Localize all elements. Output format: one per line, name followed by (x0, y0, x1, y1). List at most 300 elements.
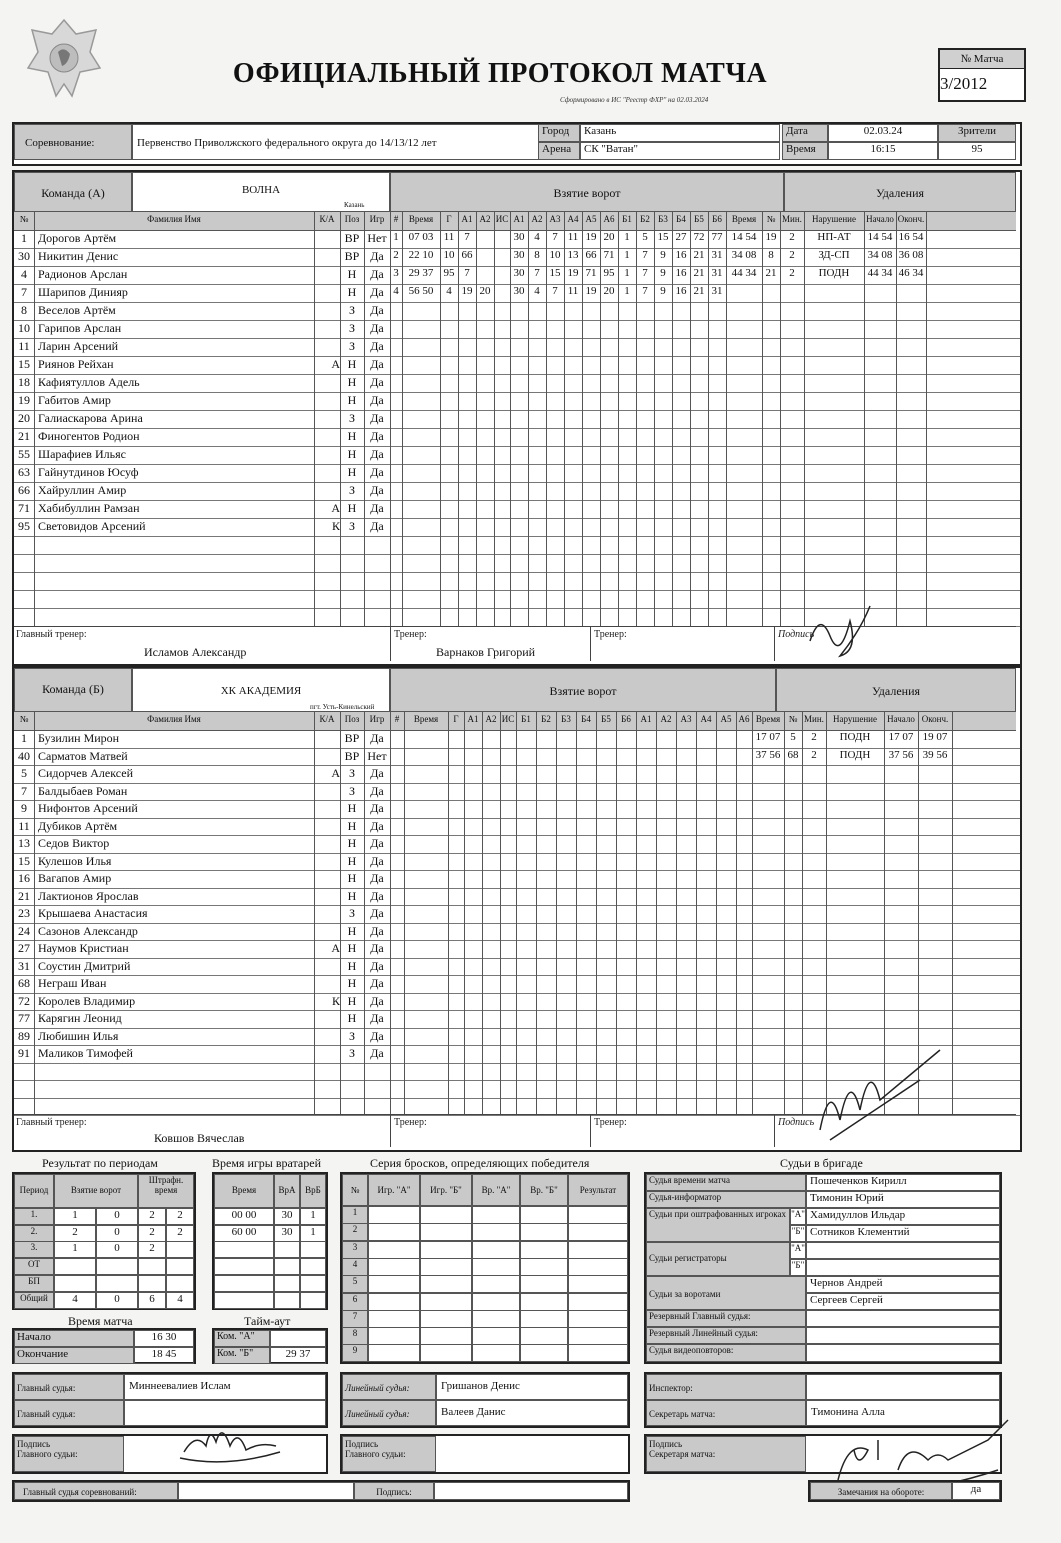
pen-header-2: Мин. (782, 214, 802, 224)
gk-cell (300, 1292, 326, 1309)
shootout-cell (568, 1206, 628, 1224)
period-pen-a (138, 1275, 166, 1292)
table-row (14, 870, 1020, 889)
table-row (14, 958, 1020, 977)
player-position: Н (347, 1011, 357, 1025)
col-header-ka: К/А (319, 714, 335, 724)
table-row (14, 888, 1020, 907)
period-goals-a (54, 1275, 96, 1292)
player-playing: Да (370, 447, 384, 461)
match-start-value: 16 30 (134, 1330, 194, 1347)
goal-cell: 7 (642, 267, 648, 279)
line-judge-2-label: Линейный судья: (342, 1400, 436, 1426)
goal-cell: 1 (624, 285, 630, 297)
goal-cell: 31 (711, 267, 723, 279)
penalty-cell: 17 07 (755, 731, 781, 743)
video-judge-value (806, 1344, 1000, 1362)
penalty-cell: 68 (787, 748, 799, 761)
gk-cell: 30 (274, 1208, 300, 1225)
grid-line (618, 212, 619, 230)
shootout-cell (568, 1344, 628, 1362)
shootout-cell (520, 1293, 568, 1311)
player-number: 7 (21, 285, 27, 299)
player-playing: Да (370, 321, 384, 335)
goal-cell: 1 (624, 267, 630, 279)
player-number: 19 (18, 393, 30, 407)
team-b-city: пгт. Усть-Кинельский (310, 703, 375, 711)
team-b-goals-title: Взятие ворот (390, 668, 776, 712)
player-name: Гайнутдинов Юсуф (38, 465, 139, 479)
gk-cell (214, 1275, 274, 1292)
grid-line (600, 212, 601, 230)
grid-line (510, 230, 511, 626)
grid-line (762, 230, 763, 626)
grid-line (364, 730, 365, 1114)
table-row (14, 392, 1020, 411)
gk-cell (300, 1258, 326, 1275)
penalty-cell: 17 07 (888, 731, 914, 743)
player-position: З (348, 411, 355, 425)
goal-cell: 9 (660, 285, 666, 297)
player-name: Риянов Рейхан (38, 357, 114, 371)
team-b-penalties-title: Удаления (776, 668, 1016, 712)
player-number: 77 (18, 1011, 30, 1025)
player-playing: Да (370, 303, 384, 317)
grid-line (654, 230, 655, 626)
grid-line (926, 230, 927, 626)
gk-cell (300, 1275, 326, 1292)
gk-cell: 1 (300, 1208, 326, 1225)
col-header-no: № (19, 714, 29, 724)
line-judge-1: Гришанов Денис (436, 1374, 628, 1400)
penalty-cell: ЗД-СП (818, 249, 850, 261)
period-goals-a (54, 1258, 96, 1275)
pen-header-3: Нарушение (812, 214, 856, 224)
goal-cell: 30 (513, 267, 525, 279)
period-goals-b (96, 1258, 138, 1275)
shootout-cell (520, 1327, 568, 1345)
grid-line (696, 730, 697, 1114)
gk-cell: 1 (300, 1225, 326, 1242)
gk-cell: 30 (274, 1225, 300, 1242)
period-pen-a: 6 (138, 1292, 166, 1309)
team-a-sign-label: Подпись (778, 629, 815, 640)
goal-judges-label: Судьи за воротами (646, 1276, 806, 1310)
player-number: 24 (18, 923, 30, 938)
team-a-goals-title: Взятие ворот (390, 172, 784, 212)
period-label: Общий (14, 1292, 54, 1309)
player-number: 66 (18, 483, 30, 497)
player-number: 1 (21, 231, 27, 245)
goal-cell: 30 (513, 285, 525, 297)
player-playing: Да (370, 501, 384, 515)
grid-line (34, 712, 35, 730)
player-name: Балдыбаев Роман (38, 783, 128, 798)
player-position: Н (347, 871, 357, 885)
time-value: 16:15 (828, 142, 938, 160)
grid-line (804, 230, 805, 626)
player-name: Неграш Иван (38, 976, 107, 990)
goal-cell: 20 (479, 285, 491, 297)
pen-header-0: Время (731, 214, 757, 224)
shootout-cell (520, 1310, 568, 1328)
player-playing: Да (370, 818, 384, 833)
goal-cell: 4 (534, 285, 540, 297)
goal-cell: 7 (464, 267, 470, 279)
shootout-cell (472, 1206, 520, 1224)
goal-header-1: Время (408, 214, 434, 224)
goal-header-15: А4 (700, 714, 712, 724)
player-playing: Да (370, 766, 384, 780)
player-name: Сарматов Матвей (38, 748, 128, 763)
penalty-judges-label: Судьи при оштрафованных игроках (646, 1208, 790, 1242)
table-row (14, 572, 1020, 591)
goal-cell: 7 (642, 285, 648, 297)
grid-line (314, 712, 315, 730)
goal-cell: 21 (693, 285, 705, 297)
penalty-cell: 8 (768, 249, 774, 261)
grid-line (952, 730, 953, 1114)
goal-cell: 4 (446, 285, 452, 297)
player-playing: Да (370, 1028, 384, 1043)
match-end-label: Окончание (14, 1347, 134, 1364)
informer-label: Судья-информатор (646, 1191, 806, 1208)
registrar-b-tag: "Б" (790, 1259, 806, 1276)
player-number: 7 (21, 783, 27, 798)
registrar-b-value (806, 1259, 1000, 1276)
player-position: Н (347, 285, 357, 299)
grid-line (576, 712, 577, 730)
player-playing: Да (370, 853, 384, 868)
shootout-row-number: 3 (342, 1241, 368, 1259)
shootout-row-number: 8 (342, 1327, 368, 1345)
match-start-label: Начало (14, 1330, 134, 1347)
grid-line (500, 730, 501, 1114)
gk-cell: 00 00 (214, 1208, 274, 1225)
grid-line (636, 730, 637, 1114)
player-name: Наумов Кристиан (38, 941, 129, 955)
period-label: БП (14, 1275, 54, 1292)
period-goals-b: 0 (96, 1292, 138, 1309)
gk-cell (214, 1258, 274, 1275)
period-label: 3. (14, 1241, 54, 1258)
competition-value: Первенство Приволжского федерального округа до 14/13/12 лет (132, 124, 542, 160)
player-position: ВР (344, 731, 360, 745)
goal-cell: 16 (675, 267, 687, 279)
goal-header-9: Б4 (581, 714, 591, 724)
grid-line (708, 212, 709, 230)
player-number: 31 (18, 958, 30, 973)
goal-cell: 20 (603, 285, 615, 297)
grid-line (784, 712, 785, 730)
grid-line (696, 712, 697, 730)
period-goals-a: 1 (54, 1241, 96, 1258)
grid-line (500, 712, 501, 730)
reserve-main-value (806, 1310, 1000, 1327)
gk-time-title: Время игры вратарей (212, 1156, 321, 1170)
grid-line (448, 712, 449, 730)
goal-header-0: # (393, 214, 399, 224)
team-b-sign-label: Подпись (778, 1117, 815, 1128)
grid-line (440, 212, 441, 230)
shootout-header-1: Игр. "А" (368, 1174, 420, 1206)
team-a-staff-row (14, 626, 1016, 661)
player-position: Н (347, 393, 357, 407)
pen-header-3: Нарушение (833, 714, 877, 724)
goal-cell: 31 (711, 285, 723, 297)
team-a-section (12, 170, 1022, 666)
col-header-ka: К/А (319, 214, 335, 224)
grid-line (404, 712, 405, 730)
player-number: 91 (18, 1046, 30, 1060)
pen-header-1: № (788, 714, 798, 724)
penalty-cell: 2 (789, 267, 795, 279)
grid-line (656, 730, 657, 1114)
pen-header-5: Оконч. (921, 714, 949, 724)
table-row (14, 783, 1020, 802)
reserve-main-label: Резервный Главный судья: (646, 1310, 806, 1327)
grid-line (556, 730, 557, 1114)
date-value: 02.03.24 (828, 124, 938, 142)
goal-cell: 16 (675, 285, 687, 297)
player-name: Соустин Дмитрий (38, 958, 131, 973)
col-header-name: Фамилия Имя (147, 714, 201, 724)
goal-cell: 07 03 (408, 231, 434, 243)
gk-cell (274, 1258, 300, 1275)
period-label: ОТ (14, 1258, 54, 1275)
goal-cell: 56 50 (408, 285, 434, 297)
grid-line (826, 712, 827, 730)
player-name: Галиаскарова Арина (38, 411, 143, 425)
penalty-cell: 5 (790, 731, 796, 743)
player-position: Н (347, 447, 357, 461)
player-position: З (348, 783, 355, 798)
reserve-line-value (806, 1327, 1000, 1344)
player-name: Гарипов Арслан (38, 321, 122, 335)
table-row (14, 338, 1020, 357)
shootout-cell (568, 1293, 628, 1311)
grid-line (556, 712, 557, 730)
shootout-cell (472, 1241, 520, 1259)
goal-cell: 1 (393, 231, 399, 243)
period-pen-a: 2 (138, 1225, 166, 1242)
goal-header-3: А1 (467, 714, 479, 724)
grid-line (656, 712, 657, 730)
player-position: ВР (344, 249, 360, 263)
player-number: 20 (18, 411, 30, 425)
goal-cell: 5 (642, 231, 648, 243)
player-name: Королев Владимир (38, 993, 136, 1008)
goal-header-10: А5 (585, 214, 597, 224)
city-label: Город (538, 124, 580, 142)
periods-header-penalty: Штрафн. время (138, 1174, 194, 1208)
table-row (14, 905, 1020, 924)
grid-line (390, 730, 391, 1114)
penalty-cell: ПОДН (839, 731, 871, 743)
player-position: Н (347, 429, 357, 443)
table-row (14, 765, 1020, 784)
grid-line (528, 212, 529, 230)
goal-cell: 16 (675, 249, 687, 261)
grid-line (596, 730, 597, 1114)
goal-header-11: А6 (603, 214, 615, 224)
player-name: Дорогов Артём (38, 231, 117, 245)
goal-cell: 30 (513, 231, 525, 243)
penalty-a-judge: Хамидуллов Ильдар (806, 1208, 1000, 1225)
table-row (14, 446, 1020, 465)
goal-cell: 71 (603, 249, 615, 261)
gk-cell (274, 1241, 300, 1258)
shootout-cell (568, 1310, 628, 1328)
team-a-coach: Исламов Александр (144, 645, 247, 659)
shootout-header-5: Результат (568, 1174, 628, 1206)
player-name: Бузилин Мирон (38, 731, 120, 745)
player-playing: Да (370, 836, 384, 850)
pen-header-5: Оконч. (897, 214, 925, 224)
grid-line (582, 212, 583, 230)
gk-header-2: ВрБ (300, 1174, 326, 1208)
player-position: Н (347, 941, 357, 955)
pen-header-4: Начало (887, 714, 915, 724)
penalty-cell: 14 54 (867, 231, 893, 243)
table-row (14, 428, 1020, 447)
grid-line (476, 212, 477, 230)
col-header-pos: Поз (344, 714, 360, 724)
player-number: 5 (21, 766, 27, 780)
player-number: 21 (18, 429, 30, 443)
table-row (14, 464, 1020, 483)
shootout-cell (472, 1275, 520, 1293)
player-playing: Да (370, 1046, 384, 1060)
grid-line (636, 212, 637, 230)
grid-line (884, 712, 885, 730)
grid-line (864, 212, 865, 230)
penalty-cell: 44 34 (731, 267, 757, 279)
player-name: Вагапов Амир (38, 871, 112, 885)
emblem-logo (18, 12, 110, 104)
table-row (14, 230, 1020, 249)
table-row (14, 835, 1020, 854)
competition-label: Соревнование: (14, 124, 132, 160)
match-time-table (12, 1328, 196, 1364)
player-name: Дубиков Артём (38, 818, 118, 833)
player-playing: Да (370, 339, 384, 353)
team-a-label: Команда (А) (14, 172, 132, 212)
line-judge-2: Валеев Данис (436, 1400, 628, 1426)
grid-line (340, 230, 341, 626)
grid-line (440, 230, 441, 626)
grid-line (616, 712, 617, 730)
match-number-box (938, 48, 1026, 102)
goal-cell: 11 (567, 231, 579, 243)
inspector-label: Инспектор: (646, 1374, 806, 1400)
chief-judge-label: Главный судья соревнований: (14, 1482, 178, 1500)
gk-cell: 60 00 (214, 1225, 274, 1242)
grid-line (576, 730, 577, 1114)
player-position: Н (347, 923, 357, 938)
player-number: 11 (18, 339, 30, 353)
player-position: З (348, 483, 355, 497)
player-number: 16 (18, 871, 30, 885)
shootout-cell (420, 1223, 472, 1241)
period-label: 1. (14, 1208, 54, 1225)
shootout-cell (368, 1310, 420, 1328)
player-position: Н (347, 993, 357, 1008)
col-header-name: Фамилия Имя (147, 214, 201, 224)
penalty-cell: 2 (811, 731, 817, 743)
table-row (14, 800, 1020, 819)
grid-line (690, 230, 691, 626)
player-number: 13 (18, 836, 30, 850)
secretary-value: Тимонина Алла (806, 1400, 1000, 1426)
shootout-row-number: 6 (342, 1293, 368, 1311)
player-position: Н (347, 853, 357, 868)
grid-line (390, 212, 391, 230)
grid-line (510, 212, 511, 230)
time-label: Время (782, 142, 828, 160)
player-name: Сидорчев Алексей (38, 766, 133, 780)
player-playing: Да (370, 249, 384, 263)
period-goals-b: 0 (96, 1241, 138, 1258)
player-playing: Да (370, 976, 384, 990)
registrar-a-tag: "А" (790, 1242, 806, 1259)
col-header-play: Игр (369, 714, 385, 724)
shootout-row-number: 1 (342, 1206, 368, 1224)
penalty-cell: 19 (765, 231, 777, 243)
player-playing: Нет (367, 748, 387, 763)
period-pen-b: 4 (166, 1292, 194, 1309)
shootout-table (340, 1172, 630, 1364)
goal-header-10: Б5 (601, 714, 611, 724)
player-position: ВР (344, 231, 360, 245)
table-row (14, 500, 1020, 519)
player-position: Н (347, 818, 357, 833)
goal-header-3: А1 (461, 214, 473, 224)
player-playing: Да (370, 888, 384, 903)
pen-header-1: № (766, 214, 776, 224)
goal-cell: 31 (711, 249, 723, 261)
period-pen-a (138, 1258, 166, 1275)
shootout-cell (520, 1241, 568, 1259)
goal-header-12: Б1 (622, 214, 632, 224)
timeout-b-value: 29 37 (270, 1347, 326, 1364)
goal-cell: 7 (534, 267, 540, 279)
table-row (14, 248, 1020, 267)
player-role: А (331, 941, 340, 955)
player-position: Н (347, 375, 357, 389)
player-role: А (331, 501, 340, 515)
player-playing: Да (370, 1011, 384, 1025)
goal-header-12: А1 (640, 714, 652, 724)
goal-cell: 15 (657, 231, 669, 243)
penalty-cell: 2 (789, 231, 795, 243)
penalty-cell: 46 34 (898, 267, 924, 279)
shootout-cell (368, 1344, 420, 1362)
table-row (14, 266, 1020, 285)
penalty-cell: ПОДН (818, 267, 850, 279)
team-a-trainer: Варнаков Григорий (436, 645, 536, 659)
table-row (14, 536, 1020, 555)
table-row (14, 374, 1020, 393)
grid-line (654, 212, 655, 230)
team-a-name: ВОЛНА (132, 172, 390, 212)
player-position: З (348, 766, 355, 780)
table-row (14, 320, 1020, 339)
goal-cell: 22 10 (408, 249, 434, 261)
grid-line (340, 712, 341, 730)
grid-line (726, 230, 727, 626)
shootout-cell (420, 1293, 472, 1311)
